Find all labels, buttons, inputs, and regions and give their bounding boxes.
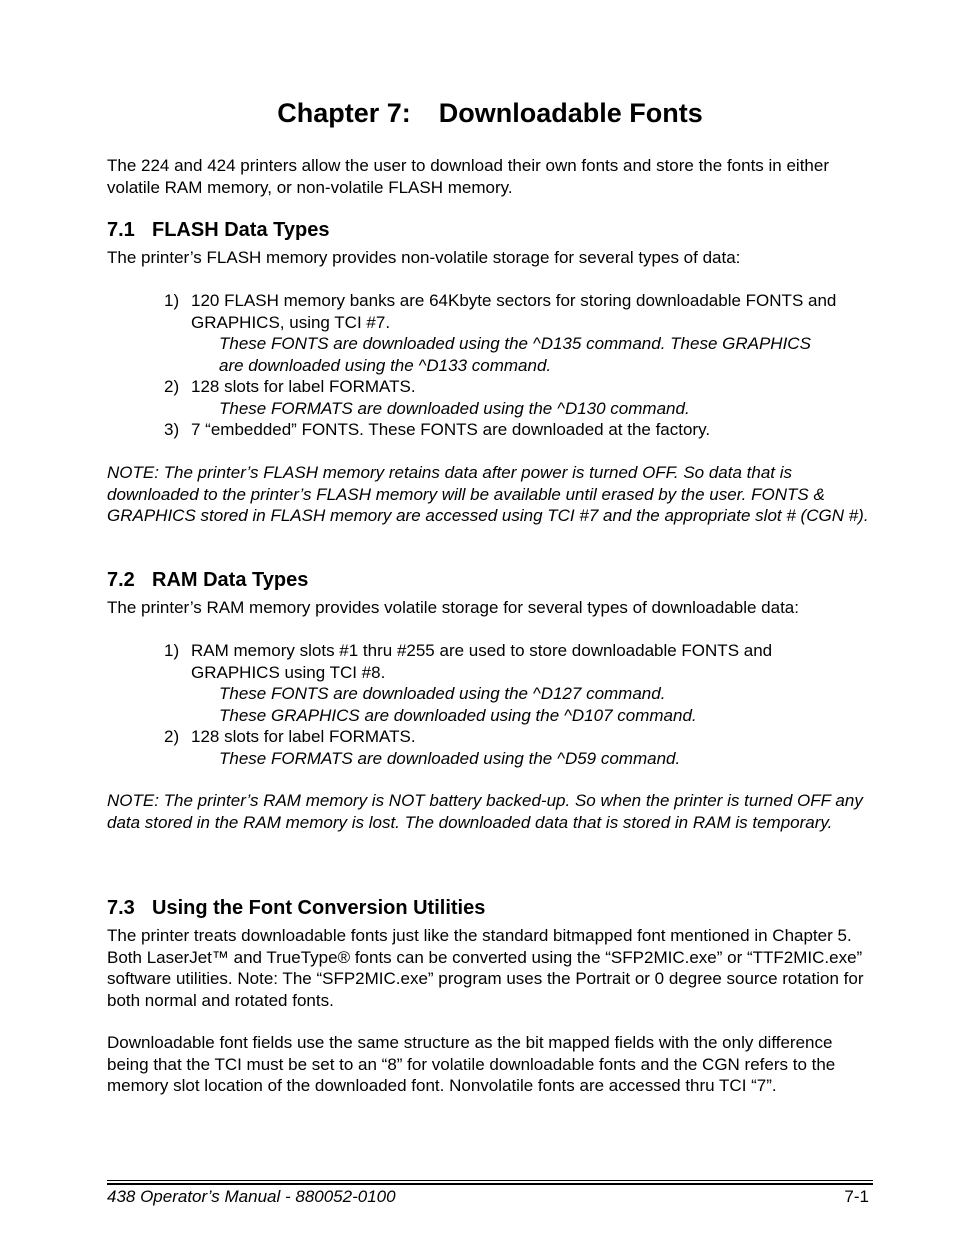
flash-data-list — [164, 290, 874, 441]
list-item — [164, 726, 874, 769]
footer-divider — [107, 1180, 873, 1181]
list-item — [164, 419, 874, 441]
chapter-title — [107, 94, 873, 132]
font-fields-paragraph: Downloadable font fields use the same structure as the bit mapped fields with the only difference being that the TCI must be set to an “8” for volatile downloadable fonts and the CGN refers to the memory slot location of the downloaded font. Nonvolatile fonts are accessed thru TCI “7”. — [107, 1033, 836, 1095]
chapter-name: Downloadable Fonts — [438, 98, 703, 128]
list-item-note: These FORMATS are downloaded using the ^D130 command. — [219, 398, 690, 418]
list-item-note: These FORMATS are downloaded using the ^D59 command. — [219, 748, 681, 768]
list-item-text: 120 FLASH memory banks are 64Kbyte sectors for storing downloadable FONTS and GRAPHICS, using TCI #7. — [191, 291, 837, 332]
list-item-text: 128 slots for label FORMATS. — [191, 727, 416, 746]
list-item-note: These GRAPHICS are downloaded using the ^D107 command. — [219, 705, 697, 725]
ram-note: NOTE: The printer’s RAM memory is NOT battery backed-up. So when the printer is turned OFF any data stored in the RAM memory is lost. The downloaded data that is stored in RAM is temporary. — [107, 791, 863, 832]
footer-manual-title: 438 Operator’s Manual - 880052-0100 — [107, 1187, 396, 1206]
list-item — [164, 640, 874, 726]
flash-note: NOTE: The printer’s FLASH memory retains data after power is turned OFF. So data that is downloaded to the printer’s FLASH memory will be available until erased by the user. FONTS & GRAPHICS stored in FLASH memory are accessed using TCI #7 and the appropriate slot # (CGN #). — [107, 463, 869, 525]
list-item — [164, 376, 874, 419]
section-number: 7.3 — [107, 897, 135, 919]
list-marker: 2) — [164, 727, 180, 746]
list-item-note: These FONTS are downloaded using the ^D135 command. These GRAPHICS are downloaded using the ^D133 command. — [219, 334, 811, 375]
section-heading-7-1 — [107, 217, 329, 243]
list-item-text: RAM memory slots #1 thru #255 are used to store downloadable FONTS and GRAPHICS using TCI #8. — [191, 641, 773, 682]
section-number: 7.1 — [107, 219, 135, 241]
list-item-text: 7 “embedded” FONTS. These FONTS are downloaded at the factory. — [191, 420, 711, 439]
page-footer — [107, 1186, 873, 1207]
section-title: RAM Data Types — [152, 569, 309, 591]
footer-divider — [107, 1183, 873, 1185]
list-marker: 2) — [164, 377, 180, 396]
list-item-text: 128 slots for label FORMATS. — [191, 377, 416, 396]
section-heading-7-3 — [107, 895, 485, 921]
section-title: FLASH Data Types — [152, 219, 330, 241]
list-item — [164, 290, 874, 376]
font-utilities-paragraph: The printer treats downloadable fonts just like the standard bitmapped font mentioned in Chapter 5. Both LaserJet™ and TrueType® fonts can be converted using the “SFP2MIC.exe” or “TTF2MIC.exe” software utilities. Note: The “SFP2MIC.exe” program uses the Portrait or 0 degree source rotation for both normal and rotated fonts. — [107, 926, 864, 1010]
intro-paragraph: The 224 and 424 printers allow the user to download their own fonts and store the fonts in either volatile RAM memory, or non-volatile FLASH memory. — [107, 156, 830, 197]
chapter-number: Chapter 7: — [277, 98, 411, 128]
list-marker: 1) — [164, 291, 180, 310]
list-marker: 1) — [164, 641, 180, 660]
list-item-note: These FONTS are downloaded using the ^D127 command. — [219, 684, 666, 703]
section-number: 7.2 — [107, 569, 135, 591]
ram-data-list — [164, 640, 874, 769]
section-title: Using the Font Conversion Utilities — [152, 897, 486, 919]
section-lead: The printer’s FLASH memory provides non-volatile storage for several types of data: — [107, 248, 741, 267]
section-heading-7-2 — [107, 567, 308, 593]
section-lead: The printer’s RAM memory provides volatile storage for several types of downloadable data: — [107, 598, 799, 617]
footer-page-number: 7-1 — [844, 1187, 869, 1206]
list-marker: 3) — [164, 420, 180, 439]
